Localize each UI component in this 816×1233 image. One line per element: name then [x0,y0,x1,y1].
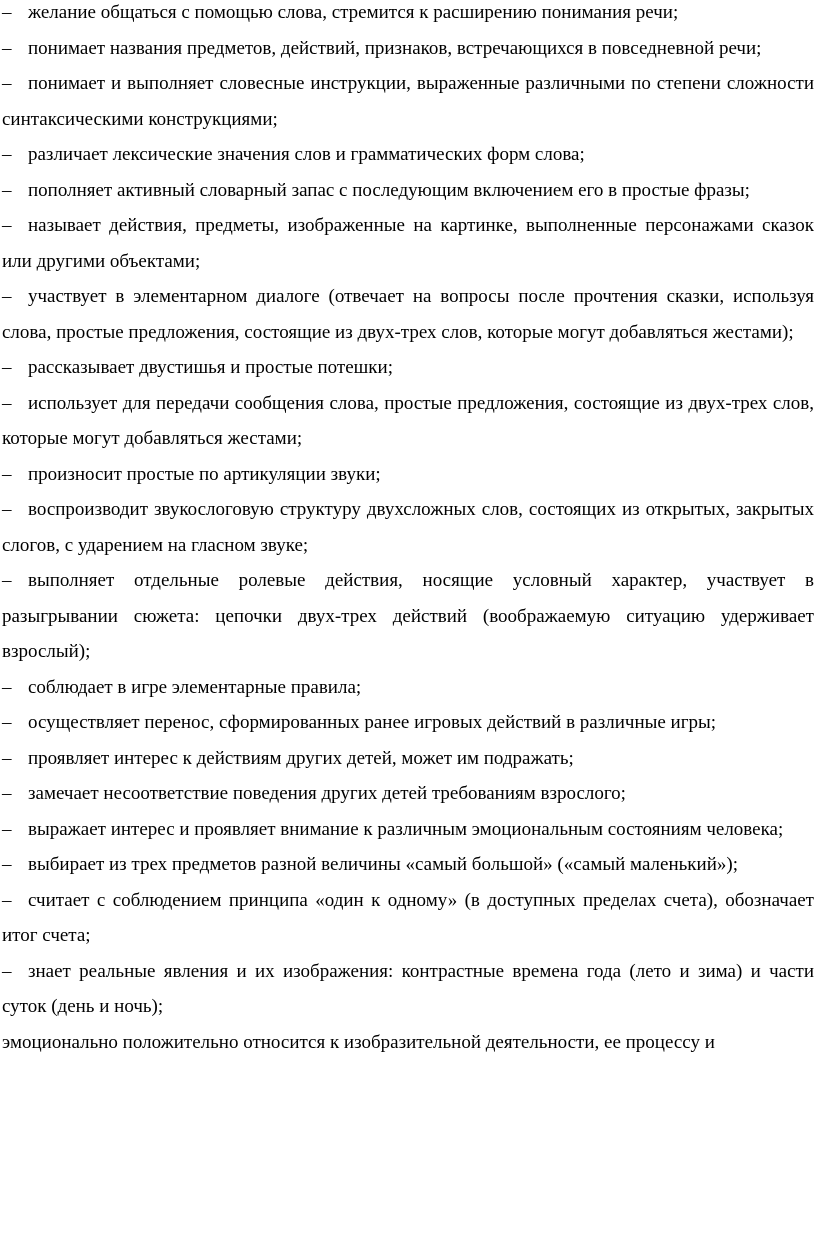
bullet-dash: – [2,179,12,201]
list-item-text: рассказывает двустишья и простые потешки; [28,357,393,378]
list-item-text: проявляет интерес к действиям других детей, может им подражать; [28,747,574,769]
list-item-text: осуществляет перенос, сформированных ранее игровых действий в различные игры; [28,712,717,733]
list-item [0,457,816,493]
list-item [0,776,816,812]
list-item-text: соблюдает в игре элементарные правила; [28,676,362,698]
bullet-dash: – [2,747,12,769]
list-item-text: различает лексические значения слов и грамматических форм слова; [28,144,585,165]
list-item-text: выражает интерес и проявляет внимание к различным эмоциональным состояниям человека; [28,818,784,840]
list-item [0,0,816,31]
bullet-dash: – [2,286,12,307]
list-item-text: пополняет активный словарный запас с последующим включением его в простые фразы; [28,179,750,201]
bullet-dash: – [2,854,12,875]
list-item-text: использует для передачи сообщения слова, простые предложения, состоящие из двух-трех слов, которые могут добавляться жестами; [2,392,814,449]
list-item [0,31,816,67]
list-item [0,670,816,706]
list-item-text: выполняет отдельные ролевые действия, носящие условный характер, участвует в разыгрывании сюжета: цепочки двух-трех действий (воображаемую ситуацию удерживает взрослый); [2,570,814,662]
list-item-text: выбирает из трех предметов разной величины «самый большой» («самый маленький»); [28,854,738,875]
bullet-dash: – [2,215,12,236]
bullet-dash: – [2,889,12,911]
list-item [0,279,816,350]
list-item [0,386,816,457]
list-item [0,705,816,741]
bullet-dash: – [2,818,12,840]
bullet-dash: – [2,960,12,982]
list-item-text: желание общаться с помощью слова, стремится к расширению понимания речи; [28,2,679,23]
list-item-text: считает с соблюдением принципа «один к одному» (в доступных пределах счета), обозначает итог счета; [2,889,814,946]
bullet-dash: – [2,676,12,698]
list-item-text: понимает и выполняет словесные инструкции, выраженные различными по степени сложности синтаксическими конструкциями; [2,73,814,130]
list-item-text: знает реальные явления и их изображения: контрастные времена года (лето и зима) и части суток (день и ночь); [2,960,814,1017]
bullet-dash: – [2,73,12,94]
bullet-dash: – [2,499,12,520]
final-line: эмоционально положительно относится к изобразительной деятельности, ее процессу и [2,1031,715,1053]
list-item [0,350,816,386]
list-item [0,883,816,954]
list-item [0,812,816,848]
list-item-text: замечает несоответствие поведения других детей требованиям взрослого; [28,783,626,804]
list-item [0,137,816,173]
bullet-dash: – [2,712,12,733]
list-item [0,847,816,883]
list-item-text: воспроизводит звукослоговую структуру двухсложных слов, состоящих из открытых, закрытых слогов, с ударением на гласном звуке; [2,499,814,556]
bullet-dash: – [2,392,12,414]
bullet-dash: – [2,783,12,804]
bullet-dash: – [2,570,12,591]
bullet-dash: – [2,37,12,59]
list-item-text: называет действия, предметы, изображенные на картинке, выполненные персонажами сказок или другими объектами; [2,215,814,272]
list-item-text: произносит простые по артикуляции звуки; [28,463,381,485]
list-item-text: понимает названия предметов, действий, признаков, встречающихся в повседневной речи; [28,37,762,59]
list-item [0,173,816,209]
list-item [0,66,816,137]
list-item-text: участвует в элементарном диалоге (отвечает на вопросы после прочтения сказки, используя слова, простые предложения, состоящие из двух-трех слов, которые могут добавляться жестами); [2,286,814,343]
bullet-dash: – [2,463,12,485]
list-item [0,208,816,279]
bullet-dash: – [2,357,12,378]
list-item [0,563,816,670]
list-item [0,954,816,1025]
bullet-dash: – [2,144,12,165]
list-item [0,492,816,563]
list-item [0,741,816,777]
bullet-dash: – [2,2,12,23]
